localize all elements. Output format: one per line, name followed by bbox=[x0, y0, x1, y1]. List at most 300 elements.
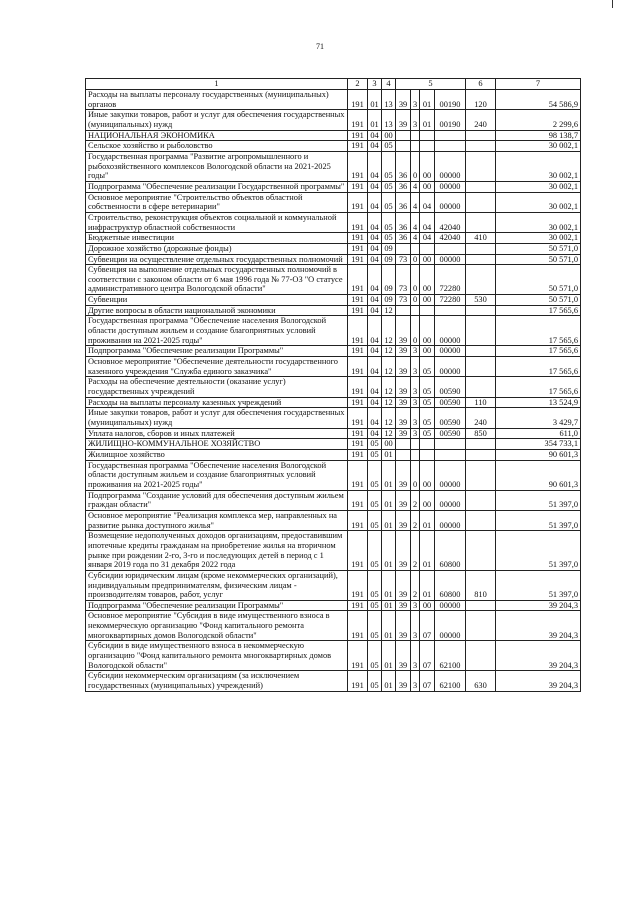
table-cell bbox=[411, 141, 420, 152]
table-cell: 05 bbox=[420, 397, 435, 408]
table-cell: 191 bbox=[348, 428, 368, 439]
table-cell: 191 bbox=[348, 357, 368, 377]
row-sum: 51 397,0 bbox=[496, 570, 581, 600]
table-row bbox=[86, 460, 581, 490]
table-cell: 0 bbox=[411, 151, 420, 181]
table-cell bbox=[466, 141, 496, 152]
row-sum: 2 299,6 bbox=[496, 110, 581, 130]
page-number: 71 bbox=[316, 42, 324, 51]
table-cell bbox=[466, 130, 496, 141]
table-row bbox=[86, 151, 581, 181]
table-cell: 00 bbox=[420, 265, 435, 295]
table-cell: 01 bbox=[382, 570, 396, 600]
row-sum: 611,0 bbox=[496, 428, 581, 439]
table-row bbox=[86, 181, 581, 192]
header-cell: 6 bbox=[466, 79, 496, 90]
table-row bbox=[86, 305, 581, 316]
table-cell: 12 bbox=[382, 377, 396, 397]
table-cell: 42040 bbox=[435, 212, 466, 232]
table-cell bbox=[466, 377, 496, 397]
table-cell: 01 bbox=[368, 110, 382, 130]
table-row bbox=[86, 316, 581, 346]
table-row bbox=[86, 265, 581, 295]
table-cell: 12 bbox=[382, 305, 396, 316]
table-cell: 39 bbox=[396, 641, 411, 671]
table-row bbox=[86, 510, 581, 530]
table-cell: 05 bbox=[368, 671, 382, 691]
table-cell: 39 bbox=[396, 346, 411, 357]
table-cell bbox=[411, 130, 420, 141]
table-row bbox=[86, 254, 581, 265]
table-row bbox=[86, 600, 581, 611]
row-name: Государственная программа "Развитие агропромышленного и рыбохозяйственного комплексов Вологодской области на 2021-2025 годы" bbox=[86, 151, 348, 181]
table-cell: 3 bbox=[411, 110, 420, 130]
row-name: Жилищное хозяйство bbox=[86, 449, 348, 460]
table-cell: 72280 bbox=[435, 295, 466, 306]
table-cell: 01 bbox=[382, 531, 396, 571]
row-name: Дорожное хозяйство (дорожные фонды) bbox=[86, 243, 348, 254]
table-cell: 13 bbox=[382, 90, 396, 110]
table-cell: 05 bbox=[420, 428, 435, 439]
table-cell: 12 bbox=[382, 357, 396, 377]
table-cell bbox=[466, 265, 496, 295]
table-cell: 00 bbox=[420, 600, 435, 611]
table-cell bbox=[420, 449, 435, 460]
row-sum: 17 565,6 bbox=[496, 316, 581, 346]
table-cell bbox=[435, 130, 466, 141]
table-row bbox=[86, 428, 581, 439]
row-sum: 90 601,3 bbox=[496, 460, 581, 490]
table-cell: 2 bbox=[411, 490, 420, 510]
table-cell: 191 bbox=[348, 570, 368, 600]
table-cell: 01 bbox=[382, 641, 396, 671]
table-cell: 04 bbox=[420, 233, 435, 244]
table-cell: 05 bbox=[382, 141, 396, 152]
table-cell: 05 bbox=[382, 151, 396, 181]
table-row bbox=[86, 449, 581, 460]
table-cell: 09 bbox=[382, 295, 396, 306]
table-cell: 00000 bbox=[435, 192, 466, 212]
table-cell: 05 bbox=[368, 570, 382, 600]
table-cell: 01 bbox=[382, 600, 396, 611]
table-row bbox=[86, 130, 581, 141]
table-cell: 00000 bbox=[435, 510, 466, 530]
table-cell bbox=[411, 305, 420, 316]
row-name: Основное мероприятие "Реализация комплекса мер, направленных на развитие рынка доступного жилья" bbox=[86, 510, 348, 530]
table-cell: 01 bbox=[420, 90, 435, 110]
table-cell bbox=[466, 600, 496, 611]
table-cell: 00000 bbox=[435, 600, 466, 611]
row-sum: 39 204,3 bbox=[496, 600, 581, 611]
table-cell: 05 bbox=[368, 439, 382, 450]
table-cell: 191 bbox=[348, 490, 368, 510]
table-cell bbox=[466, 490, 496, 510]
table-cell: 2 bbox=[411, 570, 420, 600]
table-cell: 0 bbox=[411, 295, 420, 306]
table-cell: 00 bbox=[382, 439, 396, 450]
table-cell: 191 bbox=[348, 181, 368, 192]
table-cell: 191 bbox=[348, 110, 368, 130]
table-cell bbox=[435, 243, 466, 254]
table-cell: 191 bbox=[348, 397, 368, 408]
table-cell: 39 bbox=[396, 110, 411, 130]
table-row bbox=[86, 233, 581, 244]
row-sum: 17 565,6 bbox=[496, 305, 581, 316]
table-cell bbox=[396, 305, 411, 316]
table-cell: 39 bbox=[396, 90, 411, 110]
table-cell: 05 bbox=[382, 212, 396, 232]
row-name: Возмещение недополученных доходов организациям, предоставившим ипотечные кредиты гражданам на приобретение жилья на вторичном рынке при рождении 2-го, 3-го и последующих детей в период с 1 января 2019 года по 31 декабря 2022 года bbox=[86, 531, 348, 571]
table-cell bbox=[466, 151, 496, 181]
table-cell bbox=[411, 243, 420, 254]
table-cell: 36 bbox=[396, 233, 411, 244]
row-sum: 50 571,0 bbox=[496, 243, 581, 254]
table-row bbox=[86, 295, 581, 306]
table-row bbox=[86, 490, 581, 510]
table-cell: 00590 bbox=[435, 428, 466, 439]
table-cell: 120 bbox=[466, 90, 496, 110]
table-cell: 00 bbox=[420, 490, 435, 510]
row-sum: 50 571,0 bbox=[496, 254, 581, 265]
row-name: Подпрограмма "Обеспечение реализации Программы" bbox=[86, 346, 348, 357]
row-name: Основное мероприятие "Обеспечение деятельности государственного казенного учреждения "Служба единого заказчика" bbox=[86, 357, 348, 377]
table-cell: 36 bbox=[396, 192, 411, 212]
table-cell bbox=[396, 243, 411, 254]
table-cell: 04 bbox=[368, 397, 382, 408]
table-cell: 191 bbox=[348, 295, 368, 306]
table-cell: 04 bbox=[368, 181, 382, 192]
table-cell: 00 bbox=[420, 460, 435, 490]
table-cell: 36 bbox=[396, 151, 411, 181]
table-cell: 04 bbox=[368, 346, 382, 357]
table-cell: 04 bbox=[368, 130, 382, 141]
table-cell: 00 bbox=[420, 295, 435, 306]
table-cell: 191 bbox=[348, 141, 368, 152]
table-cell: 191 bbox=[348, 611, 368, 641]
row-name: Другие вопросы в области национальной экономики bbox=[86, 305, 348, 316]
table-cell: 191 bbox=[348, 212, 368, 232]
table-cell: 09 bbox=[382, 254, 396, 265]
table-cell: 73 bbox=[396, 295, 411, 306]
table-cell: 39 bbox=[396, 408, 411, 428]
row-sum: 30 002,1 bbox=[496, 181, 581, 192]
table-cell: 05 bbox=[420, 408, 435, 428]
table-cell: 01 bbox=[382, 510, 396, 530]
table-cell: 04 bbox=[368, 295, 382, 306]
table-cell: 191 bbox=[348, 600, 368, 611]
table-cell: 04 bbox=[368, 316, 382, 346]
table-cell: 191 bbox=[348, 641, 368, 671]
row-sum: 13 524,9 bbox=[496, 397, 581, 408]
table-cell: 05 bbox=[368, 460, 382, 490]
table-cell: 36 bbox=[396, 212, 411, 232]
table-cell bbox=[466, 212, 496, 232]
budget-table bbox=[85, 78, 581, 692]
table-cell: 04 bbox=[368, 212, 382, 232]
table-row bbox=[86, 531, 581, 571]
header-cell: 3 bbox=[368, 79, 382, 90]
table-cell: 73 bbox=[396, 254, 411, 265]
row-name: Сельское хозяйство и рыболовство bbox=[86, 141, 348, 152]
table-cell: 04 bbox=[420, 192, 435, 212]
table-cell bbox=[466, 460, 496, 490]
row-name: Субвенции на осуществление отдельных государственных полномочий bbox=[86, 254, 348, 265]
table-row bbox=[86, 357, 581, 377]
table-cell bbox=[435, 449, 466, 460]
table-cell: 01 bbox=[420, 570, 435, 600]
table-cell: 73 bbox=[396, 265, 411, 295]
table-cell bbox=[396, 130, 411, 141]
table-cell: 191 bbox=[348, 671, 368, 691]
table-cell: 05 bbox=[368, 611, 382, 641]
page-corner-mark bbox=[612, 0, 613, 8]
row-sum: 51 397,0 bbox=[496, 510, 581, 530]
table-cell bbox=[466, 254, 496, 265]
row-sum: 50 571,0 bbox=[496, 265, 581, 295]
table-cell: 191 bbox=[348, 510, 368, 530]
table-cell: 110 bbox=[466, 397, 496, 408]
row-sum: 17 565,6 bbox=[496, 346, 581, 357]
table-cell: 191 bbox=[348, 316, 368, 346]
row-sum: 90 601,3 bbox=[496, 449, 581, 460]
table-cell: 07 bbox=[420, 671, 435, 691]
table-cell: 191 bbox=[348, 531, 368, 571]
table-cell: 05 bbox=[420, 377, 435, 397]
table-row bbox=[86, 377, 581, 397]
table-cell: 39 bbox=[396, 490, 411, 510]
table-cell: 00 bbox=[420, 316, 435, 346]
table-cell: 12 bbox=[382, 346, 396, 357]
table-cell: 191 bbox=[348, 265, 368, 295]
table-cell: 191 bbox=[348, 192, 368, 212]
header-cell: 7 bbox=[496, 79, 581, 90]
row-name: Иные закупки товаров, работ и услуг для обеспечения государственных (муниципальных) нужд bbox=[86, 408, 348, 428]
table-cell bbox=[466, 243, 496, 254]
table-cell: 39 bbox=[396, 316, 411, 346]
table-cell bbox=[396, 449, 411, 460]
table-cell: 05 bbox=[368, 510, 382, 530]
table-cell: 4 bbox=[411, 181, 420, 192]
table-cell: 00590 bbox=[435, 408, 466, 428]
row-name: Субсидии юридическим лицам (кроме некоммерческих организаций), индивидуальным предпринимателям, физическим лицам - производителям товаров, работ, услуг bbox=[86, 570, 348, 600]
table-cell: 04 bbox=[368, 192, 382, 212]
table-cell: 240 bbox=[466, 408, 496, 428]
table-cell: 05 bbox=[368, 531, 382, 571]
table-cell: 00000 bbox=[435, 460, 466, 490]
table-cell: 01 bbox=[368, 90, 382, 110]
table-cell: 01 bbox=[382, 449, 396, 460]
table-cell: 01 bbox=[420, 531, 435, 571]
table-cell: 810 bbox=[466, 570, 496, 600]
table-cell: 01 bbox=[382, 460, 396, 490]
row-sum: 98 138,7 bbox=[496, 130, 581, 141]
table-cell bbox=[420, 305, 435, 316]
table-cell bbox=[466, 181, 496, 192]
table-cell: 00000 bbox=[435, 357, 466, 377]
table-row bbox=[86, 192, 581, 212]
table-cell: 13 bbox=[382, 110, 396, 130]
table-cell bbox=[466, 305, 496, 316]
table-row bbox=[86, 212, 581, 232]
table-cell: 191 bbox=[348, 90, 368, 110]
table-cell bbox=[420, 130, 435, 141]
table-cell: 05 bbox=[382, 181, 396, 192]
table-cell: 39 bbox=[396, 428, 411, 439]
table-cell: 191 bbox=[348, 254, 368, 265]
table-row bbox=[86, 141, 581, 152]
table-cell: 05 bbox=[368, 449, 382, 460]
table-cell: 191 bbox=[348, 460, 368, 490]
table-cell: 05 bbox=[368, 490, 382, 510]
table-cell: 191 bbox=[348, 151, 368, 181]
table-cell: 3 bbox=[411, 671, 420, 691]
row-name: Основное мероприятие "Субсидия в виде имущественного взноса в некоммерческую организацию "Фонд капитального ремонта многоквартирных домов Вологодской области" bbox=[86, 611, 348, 641]
row-name: Расходы на выплаты персоналу государственных (муниципальных) органов bbox=[86, 90, 348, 110]
table-cell: 3 bbox=[411, 408, 420, 428]
table-cell bbox=[411, 439, 420, 450]
table-cell: 3 bbox=[411, 346, 420, 357]
header-row bbox=[86, 79, 581, 90]
row-sum: 30 002,1 bbox=[496, 151, 581, 181]
table-cell: 00590 bbox=[435, 397, 466, 408]
table-cell: 191 bbox=[348, 439, 368, 450]
table-cell: 3 bbox=[411, 377, 420, 397]
table-cell bbox=[435, 141, 466, 152]
table-cell: 36 bbox=[396, 181, 411, 192]
table-cell: 3 bbox=[411, 611, 420, 641]
table-cell bbox=[466, 439, 496, 450]
table-cell: 2 bbox=[411, 510, 420, 530]
row-name: Подпрограмма "Обеспечение реализации Государственной программы" bbox=[86, 181, 348, 192]
row-sum: 39 204,3 bbox=[496, 611, 581, 641]
table-cell: 00000 bbox=[435, 490, 466, 510]
row-name: Субвенция на выполнение отдельных государственных полномочий в соответствии с законом области от 6 мая 1996 года № 77-ОЗ "О статусе административного центра Вологодской области" bbox=[86, 265, 348, 295]
row-sum: 17 565,6 bbox=[496, 357, 581, 377]
table-cell: 04 bbox=[368, 254, 382, 265]
table-cell: 00590 bbox=[435, 377, 466, 397]
table-cell: 04 bbox=[368, 357, 382, 377]
table-row bbox=[86, 90, 581, 110]
row-name: Строительство, реконструкция объектов социальной и коммунальной инфраструктур областной собственности bbox=[86, 212, 348, 232]
table-cell: 12 bbox=[382, 316, 396, 346]
table-cell: 191 bbox=[348, 233, 368, 244]
row-sum: 54 586,9 bbox=[496, 90, 581, 110]
table-cell bbox=[466, 346, 496, 357]
row-sum: 30 002,1 bbox=[496, 212, 581, 232]
table-cell: 60800 bbox=[435, 531, 466, 571]
table-cell: 04 bbox=[368, 233, 382, 244]
row-name: Государственная программа "Обеспечение населения Вологодской области доступным жильем и создание благоприятных условий проживания на 2021-2025 годы" bbox=[86, 316, 348, 346]
table-cell: 191 bbox=[348, 130, 368, 141]
header-cell: 2 bbox=[348, 79, 368, 90]
row-sum: 30 002,1 bbox=[496, 192, 581, 212]
table-row bbox=[86, 611, 581, 641]
table-cell: 00 bbox=[420, 346, 435, 357]
table-cell: 05 bbox=[368, 600, 382, 611]
table-cell: 3 bbox=[411, 357, 420, 377]
table-cell: 410 bbox=[466, 233, 496, 244]
row-sum: 50 571,0 bbox=[496, 295, 581, 306]
table-cell: 630 bbox=[466, 671, 496, 691]
table-cell: 39 bbox=[396, 611, 411, 641]
table-cell: 00 bbox=[420, 254, 435, 265]
table-cell: 01 bbox=[382, 490, 396, 510]
table-cell: 00 bbox=[420, 151, 435, 181]
row-name: Подпрограмма "Создание условий для обеспечения доступным жильем граждан области" bbox=[86, 490, 348, 510]
table-cell: 01 bbox=[420, 110, 435, 130]
header-cell: 1 bbox=[86, 79, 348, 90]
row-sum: 17 565,6 bbox=[496, 377, 581, 397]
row-sum: 30 002,1 bbox=[496, 141, 581, 152]
row-sum: 39 204,3 bbox=[496, 641, 581, 671]
table-cell bbox=[396, 141, 411, 152]
table-cell: 39 bbox=[396, 397, 411, 408]
table-cell: 191 bbox=[348, 305, 368, 316]
table-cell: 39 bbox=[396, 510, 411, 530]
table-cell bbox=[466, 449, 496, 460]
row-name: Подпрограмма "Обеспечение реализации Программы" bbox=[86, 600, 348, 611]
header-cell: 5 bbox=[396, 79, 466, 90]
table-cell bbox=[466, 641, 496, 671]
row-name: НАЦИОНАЛЬНАЯ ЭКОНОМИКА bbox=[86, 130, 348, 141]
table-row bbox=[86, 641, 581, 671]
table-cell: 04 bbox=[368, 428, 382, 439]
table-cell: 39 bbox=[396, 671, 411, 691]
table-cell: 530 bbox=[466, 295, 496, 306]
table-cell: 4 bbox=[411, 233, 420, 244]
table-cell: 39 bbox=[396, 377, 411, 397]
row-name: ЖИЛИЩНО-КОММУНАЛЬНОЕ ХОЗЯЙСТВО bbox=[86, 439, 348, 450]
table-cell: 240 bbox=[466, 110, 496, 130]
table-cell bbox=[466, 192, 496, 212]
table-cell bbox=[466, 531, 496, 571]
table-cell: 04 bbox=[420, 212, 435, 232]
table-cell: 07 bbox=[420, 611, 435, 641]
row-name: Иные закупки товаров, работ и услуг для обеспечения государственных (муниципальных) нужд bbox=[86, 110, 348, 130]
table-cell bbox=[411, 449, 420, 460]
table-cell: 39 bbox=[396, 531, 411, 571]
table-cell: 00000 bbox=[435, 254, 466, 265]
table-cell: 39 bbox=[396, 460, 411, 490]
row-sum: 39 204,3 bbox=[496, 671, 581, 691]
table-cell: 3 bbox=[411, 428, 420, 439]
table-cell: 04 bbox=[368, 305, 382, 316]
table-row bbox=[86, 110, 581, 130]
table-cell: 191 bbox=[348, 449, 368, 460]
table-cell: 3 bbox=[411, 641, 420, 671]
table-cell: 00 bbox=[420, 181, 435, 192]
table-cell bbox=[466, 357, 496, 377]
table-cell: 2 bbox=[411, 531, 420, 571]
table-cell: 12 bbox=[382, 397, 396, 408]
table-cell: 12 bbox=[382, 408, 396, 428]
table-cell: 09 bbox=[382, 243, 396, 254]
table-row bbox=[86, 397, 581, 408]
table-cell: 01 bbox=[420, 510, 435, 530]
table-cell: 05 bbox=[368, 641, 382, 671]
table-cell: 00190 bbox=[435, 90, 466, 110]
table-cell bbox=[435, 305, 466, 316]
table-cell: 05 bbox=[382, 192, 396, 212]
table-cell: 04 bbox=[368, 243, 382, 254]
table-cell bbox=[420, 439, 435, 450]
table-row bbox=[86, 346, 581, 357]
table-cell bbox=[435, 439, 466, 450]
table-cell: 850 bbox=[466, 428, 496, 439]
table-cell: 04 bbox=[368, 408, 382, 428]
table-cell: 191 bbox=[348, 243, 368, 254]
table-cell bbox=[396, 439, 411, 450]
